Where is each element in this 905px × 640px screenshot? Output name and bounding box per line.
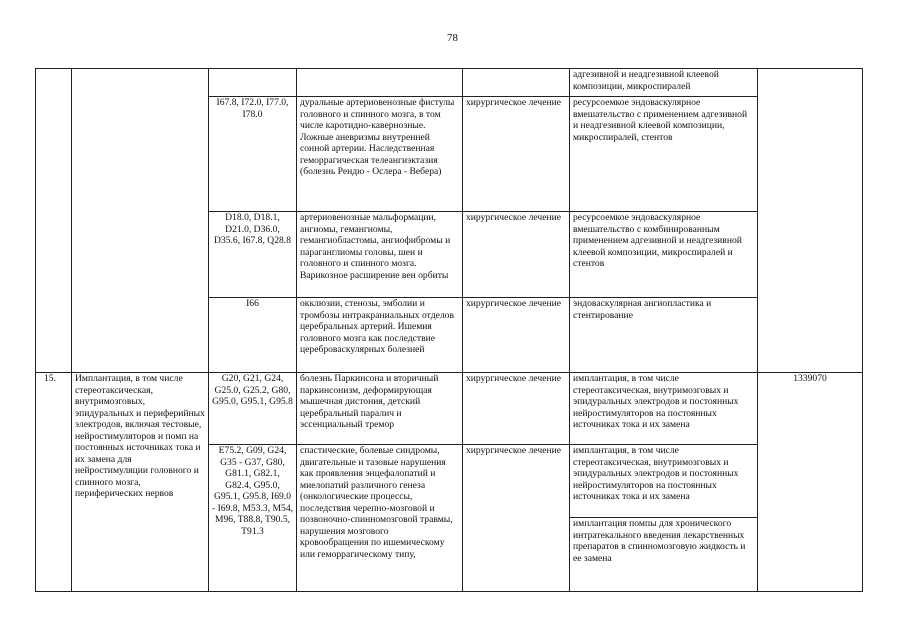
codes-cell xyxy=(209,69,297,97)
codes-cell: G20, G21, G24, G25.0, G25.2, G80, G95.0, G95.1, G95.8 xyxy=(209,373,297,445)
codes-cell: E75.2, G09, G24, G35 - G37, G80, G81.1, G82.1, G82.4, G95.0, G95.1, G95.8, I69.0 - I69.8, M53.3, M54, M96, T88.8, T90.5, T91.3 xyxy=(209,445,297,592)
group-number-cell: 15. xyxy=(36,373,72,592)
group-name-cell xyxy=(72,69,209,373)
page-number: 78 xyxy=(447,32,458,44)
disease-cell: дуральные артериовенозные фистулы головного и спинного мозга, в том числе каротидно-кавернозные. Ложные аневризмы внутренней сонной артерии. Наследственная геморрагическая телеангиэктазия (болезнь Рендю - Ослера - Вебера) xyxy=(297,97,463,212)
treatment-cell: хирургическое лечение xyxy=(463,212,570,298)
method-cell: эндоваскулярная ангиопластика и стентирование xyxy=(570,298,758,373)
value-cell: 1339070 xyxy=(758,373,863,592)
disease-cell: спастические, болевые синдромы, двигательные и тазовые нарушения как проявления энцефалопатий и миелопатий различного генеза (онкологические процессы, последствия черепно-мозговой и позвоночно-спинномозговой травмы, нарушения мозгового кровообращения по ишемическому или геморрагическому типу, xyxy=(297,445,463,592)
group-number-cell xyxy=(36,69,72,373)
method-cell: адгезивной и неадгезивной клеевой композиции, микроспиралей xyxy=(570,69,758,97)
disease-cell: артериовенозные мальформации, ангиомы, гемангиомы, гемангиобластомы, ангиофибромы и параганглиомы головы, шеи и головного и спинного мозга. Варикозное расширение вен орбиты xyxy=(297,212,463,298)
value-cell xyxy=(758,69,863,373)
table-row xyxy=(36,373,863,445)
treatment-cell xyxy=(463,69,570,97)
services-table xyxy=(35,68,863,592)
codes-cell: D18.0, D18.1, D21.0, D36.0, D35.6, I67.8, Q28.8 xyxy=(209,212,297,298)
codes-cell: I66 xyxy=(209,298,297,373)
method-cell: имплантация, в том числе стереотаксическая, внутримозговых и эпидуральных электродов и постоянных нейростимуляторов на постоянных источниках тока и их замена xyxy=(570,445,758,518)
group-name-cell: Имплантация, в том числе стереотаксическая, внутримозговых, эпидуральных и периферийных электродов, включая тестовые, нейростимуляторов и помп на постоянных источниках тока и их замена для нейростимуляции головного и спинного мозга, периферических нервов xyxy=(72,373,209,592)
method-cell: ресурсоемкое эндоваскулярное вмешательство с комбинированным применением адгезивной и неадгезивной клеевой композиции, микроспиралей и стентов xyxy=(570,212,758,298)
disease-cell: окклюзии, стенозы, эмболии и тромбозы интракраниальных отделов церебральных артерий. Ишемия головного мозга как последствие цереброваскулярных болезней xyxy=(297,298,463,373)
treatment-cell: хирургическое лечение xyxy=(463,445,570,592)
treatment-cell: хирургическое лечение xyxy=(463,97,570,212)
treatment-cell: хирургическое лечение xyxy=(463,373,570,445)
table-row xyxy=(36,69,863,97)
codes-cell: I67.8, I72.0, I77.0, I78.0 xyxy=(209,97,297,212)
method-cell: ресурсоемкое эндоваскулярное вмешательство с применением адгезивной и неадгезивной клеевой композиции, микроспиралей, стентов xyxy=(570,97,758,212)
treatment-cell: хирургическое лечение xyxy=(463,298,570,373)
method-cell: имплантация, в том числе стереотаксическая, внутримозговых и эпидуральных электродов и постоянных нейростимуляторов на постоянных источниках тока и их замена xyxy=(570,373,758,445)
disease-cell: болезнь Паркинсона и вторичный паркинсонизм, деформирующая мышечная дистония, детский церебральный паралич и эссенциальный тремор xyxy=(297,373,463,445)
method-cell: имплантация помпы для хронического интратекального введения лекарственных препаратов в спинномозговую жидкость и ее замена xyxy=(570,518,758,592)
disease-cell xyxy=(297,69,463,97)
